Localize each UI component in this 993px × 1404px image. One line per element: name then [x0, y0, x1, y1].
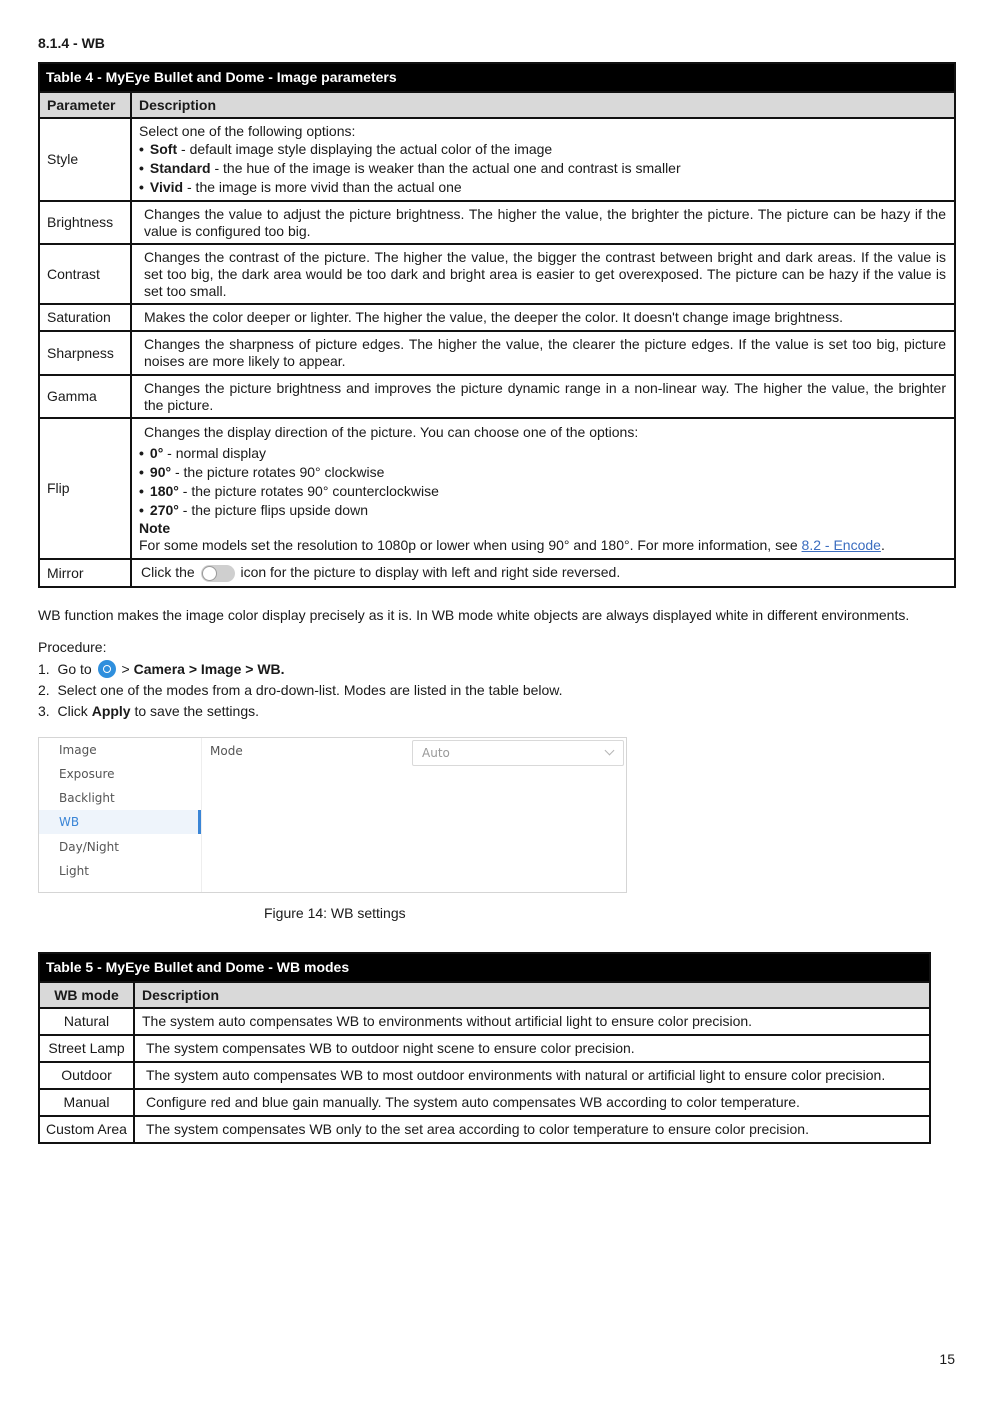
- table-row: [39, 304, 955, 331]
- wb-mode-name: Custom Area: [39, 1116, 134, 1143]
- table5-header-mode: WB mode: [39, 982, 134, 1008]
- list-item: • 270° - the picture flips upside down: [139, 501, 946, 520]
- table4-header-description: Description: [131, 92, 955, 118]
- figure-caption: Figure 14: WB settings: [264, 905, 406, 921]
- procedure-step-1: 1. Go to > Camera > Image > WB.: [38, 661, 285, 677]
- style-options-list: [139, 140, 946, 197]
- wb-mode-name: Natural: [39, 1008, 134, 1035]
- wb-mode-description: The system compensates WB only to the set area according to color temperature to ensure color precision.: [134, 1116, 930, 1143]
- flip-options-list: [139, 444, 946, 520]
- toggle-switch-icon: [201, 565, 235, 582]
- param-name: Brightness: [39, 201, 131, 244]
- param-description: Changes the sharpness of picture edges. The higher the value, the clearer the picture edges. If the value is set too big, picture noises are more likely to appear.: [131, 331, 955, 375]
- param-name: Gamma: [39, 375, 131, 418]
- image-parameters-table: [38, 62, 956, 588]
- wb-mode-name: Street Lamp: [39, 1035, 134, 1062]
- note-title: Note: [139, 519, 171, 536]
- sidebar-item-image[interactable]: Image: [59, 743, 97, 757]
- wb-mode-name: Outdoor: [39, 1062, 134, 1089]
- chevron-down-icon: [605, 746, 615, 756]
- param-name: Contrast: [39, 244, 131, 304]
- list-item: • 180° - the picture rotates 90° counterclockwise: [139, 482, 946, 501]
- wb-mode-description: The system auto compensates WB to environments without artificial light to ensure color precision.: [134, 1008, 930, 1035]
- mode-select[interactable]: [412, 740, 624, 766]
- table-row: [39, 418, 955, 559]
- wb-mode-description: The system auto compensates WB to most outdoor environments with natural or artificial light to ensure color precision.: [134, 1062, 930, 1089]
- param-name: Flip: [39, 418, 131, 559]
- settings-gear-icon: [98, 660, 116, 678]
- list-item: • Standard - the hue of the image is weaker than the actual one and contrast is smaller: [139, 159, 946, 178]
- flip-intro: Changes the display direction of the picture. You can choose one of the options:: [144, 423, 639, 440]
- settings-sidebar: [39, 738, 202, 892]
- table5-caption: Table 5 - MyEye Bullet and Dome - WB modes: [39, 953, 930, 982]
- sidebar-item-light[interactable]: Light: [59, 864, 89, 878]
- list-item: • Vivid - the image is more vivid than the actual one: [139, 178, 946, 197]
- param-description: Changes the contrast of the picture. The higher the value, the bigger the contrast between bright and dark areas. If the value is set too big, the dark area would be too dark and bright area is easier to get overexposed. The picture can be hazy if the value is set too small.: [131, 244, 955, 304]
- list-item: • 0° - normal display: [139, 444, 946, 463]
- table-row: [39, 1089, 930, 1116]
- table4-caption: Table 4 - MyEye Bullet and Dome - Image parameters: [39, 63, 955, 92]
- param-description: [131, 118, 955, 201]
- param-name: Sharpness: [39, 331, 131, 375]
- mode-select-value: Auto: [422, 746, 450, 760]
- encode-link[interactable]: 8.2 - Encode: [801, 536, 881, 553]
- wb-mode-name: Manual: [39, 1089, 134, 1116]
- procedure-title: Procedure:: [38, 639, 107, 655]
- table5-header-description: Description: [134, 982, 930, 1008]
- page-number: 15: [939, 1351, 955, 1367]
- sidebar-item-backlight[interactable]: Backlight: [59, 791, 115, 805]
- param-description: Changes the value to adjust the picture brightness. The higher the value, the brighter the picture. The picture can be hazy if the value is configured too big.: [131, 201, 955, 244]
- param-description: Changes the picture brightness and improves the picture dynamic range in a non-linear way. The higher the value, the brighter the picture.: [131, 375, 955, 418]
- list-item: • 90° - the picture rotates 90° clockwise: [139, 463, 946, 482]
- sidebar-item-day-night[interactable]: Day/Night: [59, 840, 119, 854]
- mode-label: Mode: [210, 744, 243, 758]
- table-row: [39, 118, 955, 201]
- wb-intro-text: WB function makes the image color display precisely as it is. In WB mode white objects are always displayed white in different environments.: [38, 607, 910, 623]
- param-name: Style: [39, 118, 131, 201]
- sidebar-item-wb[interactable]: WB: [39, 810, 201, 834]
- param-name: Saturation: [39, 304, 131, 331]
- wb-mode-description: Configure red and blue gain manually. The system auto compensates WB according to color temperature.: [134, 1089, 930, 1116]
- table-row: [39, 559, 955, 587]
- param-description: Click the icon for the picture to display with left and right side reversed.: [131, 559, 955, 587]
- wb-modes-table: [38, 952, 931, 1144]
- note-text: For some models set the resolution to 1080p or lower when using 90° and 180°. For more information, see 8.2 - Encode.: [139, 536, 885, 553]
- procedure-step-3: 3. Click Apply to save the settings.: [38, 703, 259, 719]
- table4-header-parameter: Parameter: [39, 92, 131, 118]
- table-row: [39, 1035, 930, 1062]
- wb-mode-description: The system compensates WB to outdoor night scene to ensure color precision.: [134, 1035, 930, 1062]
- table-row: [39, 1062, 930, 1089]
- table-row: [39, 375, 955, 418]
- sidebar-item-exposure[interactable]: Exposure: [59, 767, 115, 781]
- param-description: Makes the color deeper or lighter. The higher the value, the deeper the color. It doesn't change image brightness.: [131, 304, 955, 331]
- list-item: • Soft - default image style displaying the actual color of the image: [139, 140, 946, 159]
- style-intro: Select one of the following options:: [139, 122, 356, 139]
- wb-settings-panel: [38, 737, 627, 893]
- param-name: Mirror: [39, 559, 131, 587]
- table-row: [39, 1008, 930, 1035]
- table-row: [39, 331, 955, 375]
- table-row: [39, 1116, 930, 1143]
- table-row: [39, 244, 955, 304]
- section-heading: 8.1.4 - WB: [38, 35, 105, 51]
- param-description: [131, 418, 955, 559]
- procedure-step-2: 2. Select one of the modes from a dro-down-list. Modes are listed in the table below.: [38, 682, 563, 698]
- table-row: [39, 201, 955, 244]
